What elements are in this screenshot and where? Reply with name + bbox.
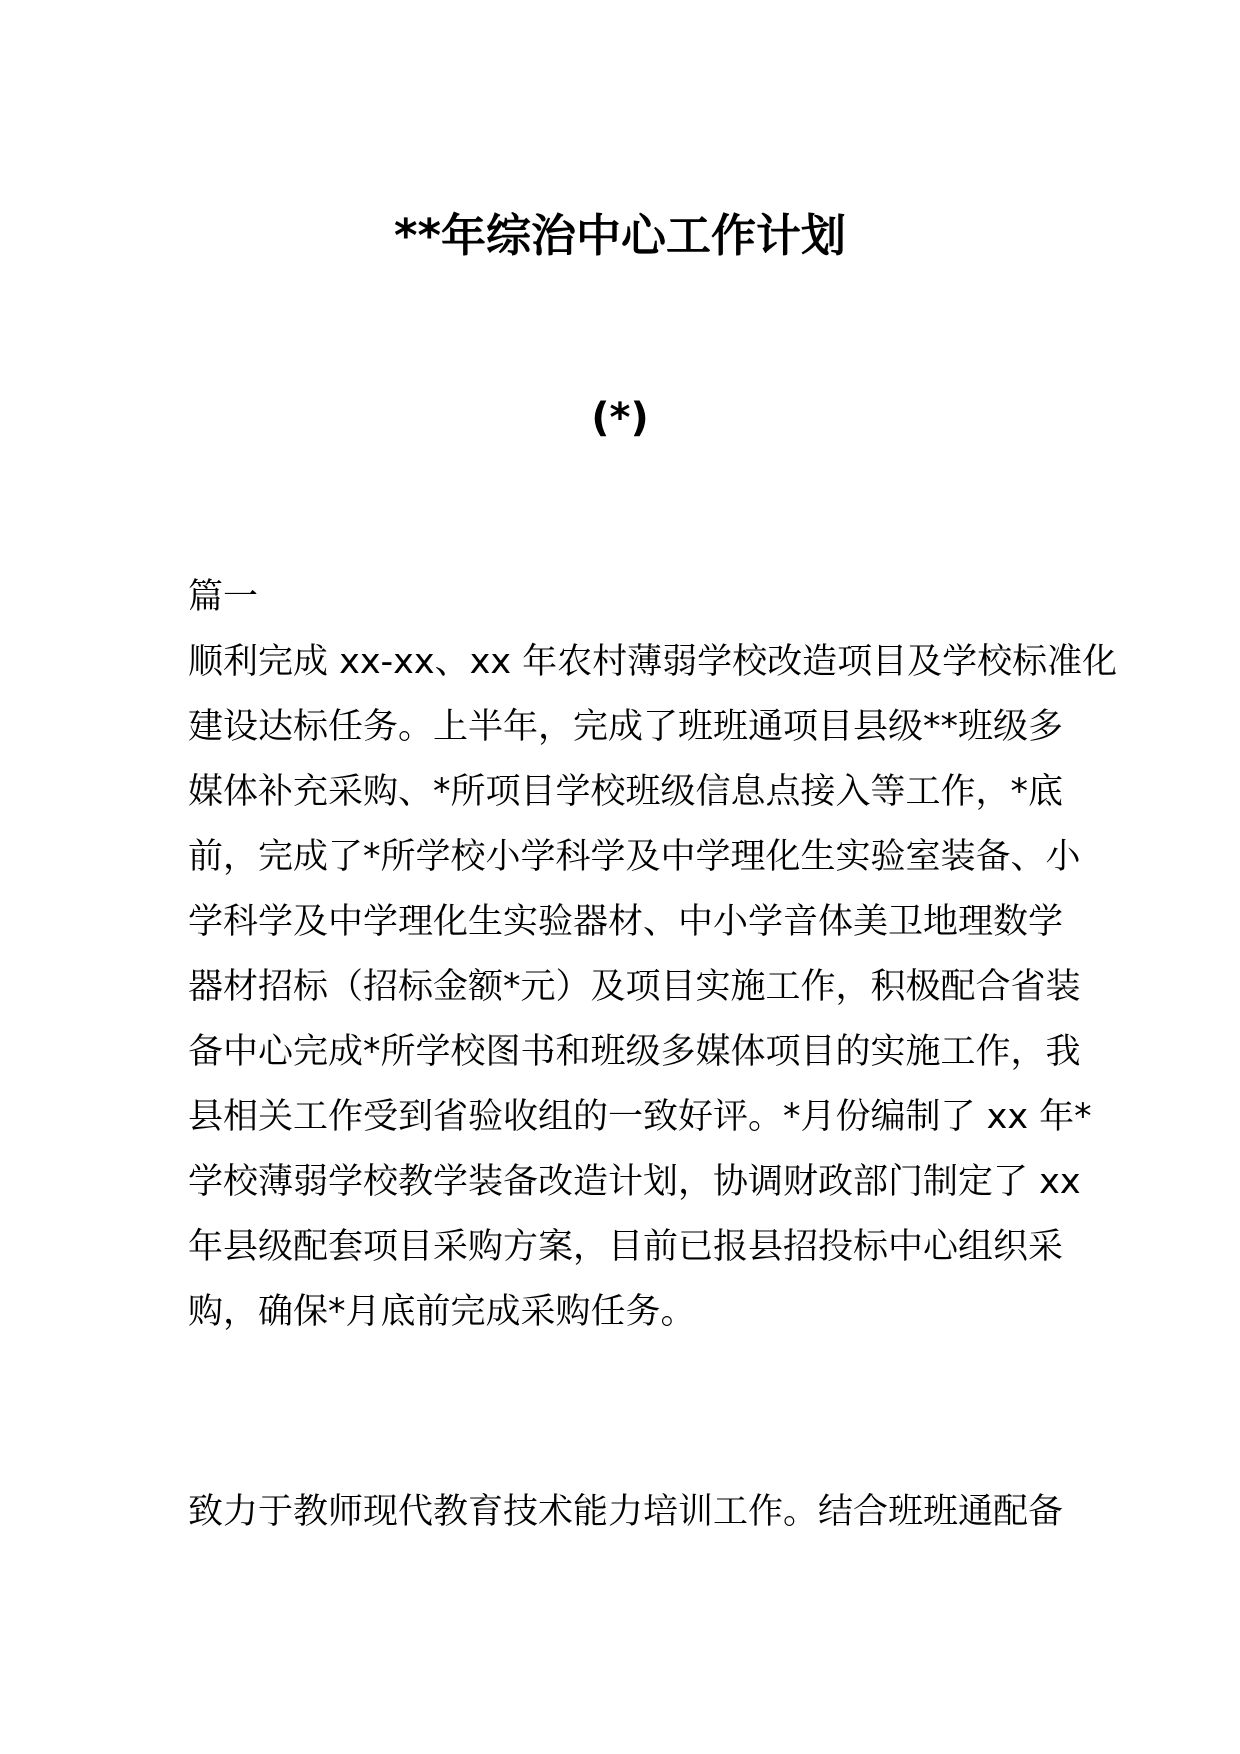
document-subtitle: (*)	[591, 395, 649, 441]
paragraph-line: 学科学及中学理化生实验器材、中小学音体美卫地理数学	[188, 902, 1064, 942]
paragraph-2	[188, 1480, 1068, 1545]
paragraph-line: 器材招标（招标金额*元）及项目实施工作，积极配合省装	[188, 967, 1081, 1007]
paragraph-line: 建设达标任务。上半年，完成了班班通项目县级**班级多	[188, 707, 1064, 747]
paragraph-line: 购，确保*月底前完成采购任务。	[188, 1292, 696, 1332]
paragraph-1	[188, 630, 1118, 1345]
paragraph-line: 致力于教师现代教育技术能力培训工作。结合班班通配备	[188, 1492, 1064, 1532]
paragraph-line: 媒体补充采购、*所项目学校班级信息点接入等工作，*底	[188, 772, 1064, 812]
paragraph-line: 顺利完成 xx-xx、xx 年农村薄弱学校改造项目及学校标准化	[188, 642, 1118, 682]
paragraph-line: 学校薄弱学校教学装备改造计划，协调财政部门制定了 xx	[188, 1162, 1081, 1202]
section-heading: 篇一	[188, 577, 259, 617]
paragraph-line: 年县级配套项目采购方案，目前已报县招投标中心组织采	[188, 1227, 1064, 1267]
paragraph-line: 备中心完成*所学校图书和班级多媒体项目的实施工作，我	[188, 1032, 1081, 1072]
paragraph-line: 县相关工作受到省验收组的一致好评。*月份编制了 xx 年*	[188, 1097, 1092, 1137]
paragraph-line: 前，完成了*所学校小学科学及中学理化生实验室装备、小	[188, 837, 1081, 877]
document-title: **年综治中心工作计划	[393, 209, 847, 262]
section-one	[188, 565, 1118, 1345]
